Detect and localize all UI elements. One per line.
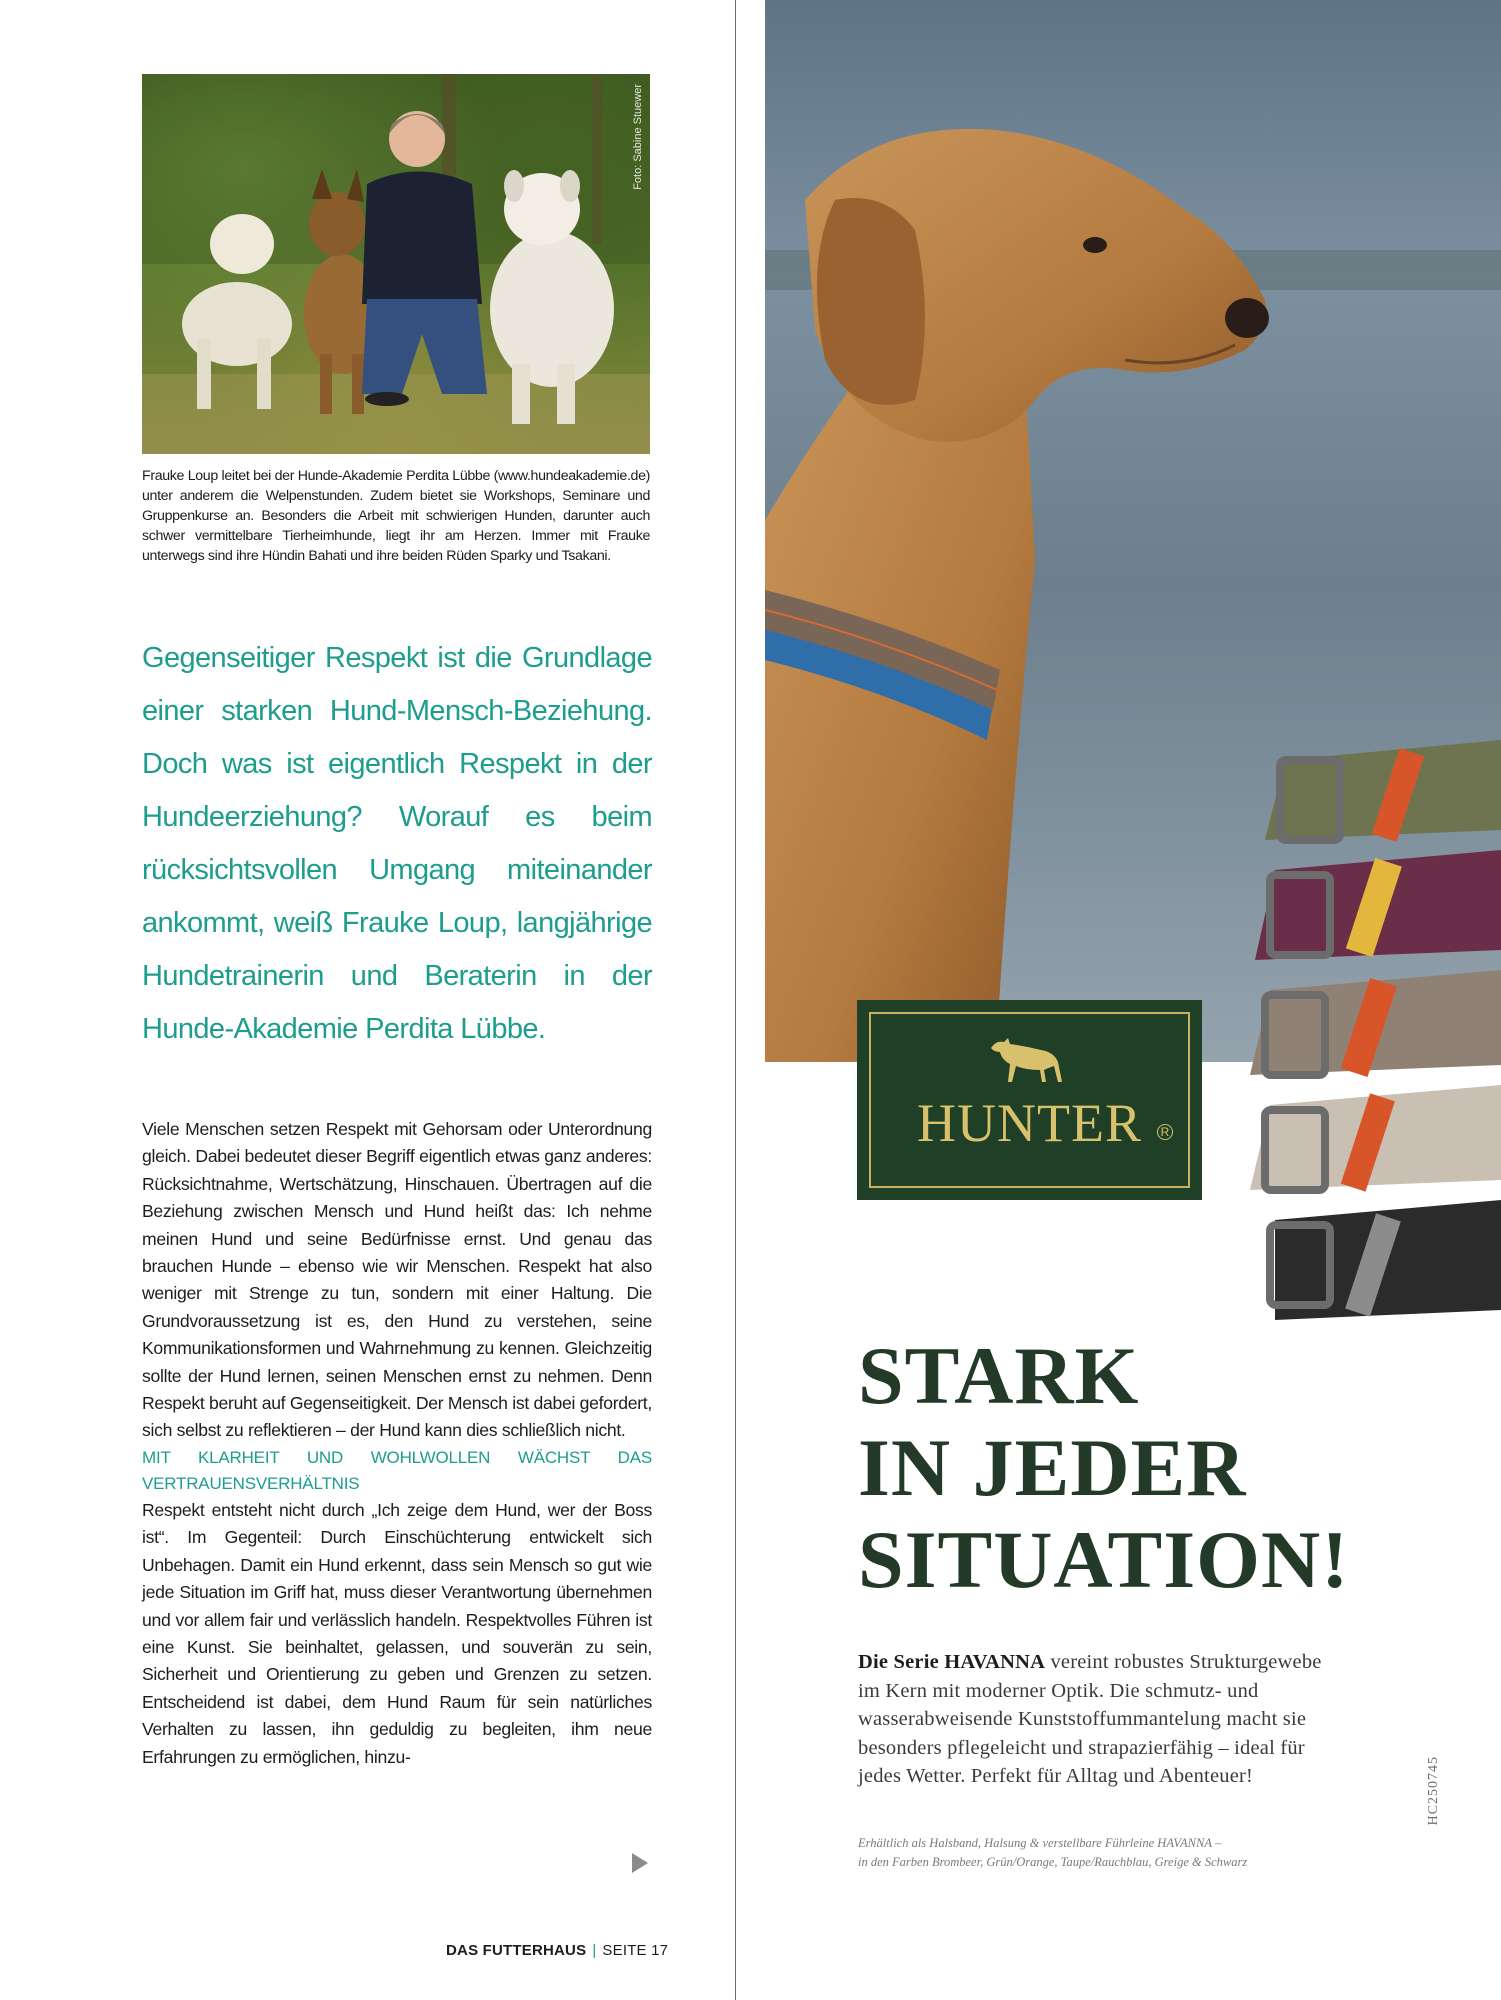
- footer-separator: |: [592, 1942, 597, 1959]
- footer-page-number: SEITE 17: [602, 1942, 669, 1959]
- footer-brand: DAS FUTTERHAUS: [446, 1942, 587, 1959]
- ad-availability-note: [858, 1834, 1358, 1872]
- ad-headline: [858, 1330, 1349, 1606]
- ad-copy-text: vereint robustes Strukturgewebe im Kern mit moderner Optik. Die schmutz- und wasserabweisende Kunststoffummantelung macht sie besonders pflegeleicht und strapazierfähig – ideal für jedes Wetter. Perfekt für Alltag und Abenteuer!: [858, 1651, 1322, 1788]
- ad-series-name: Die Serie HAVANNA: [858, 1651, 1046, 1673]
- photo-illustration: [142, 74, 650, 454]
- continue-arrow-icon: [632, 1853, 648, 1873]
- article-body: [142, 1116, 652, 1771]
- collar-stack-illustration: [1245, 720, 1501, 1340]
- page-footer: [446, 1942, 668, 1959]
- greyhound-icon: [986, 1026, 1066, 1086]
- hunter-wordmark: HUNTER: [917, 1093, 1142, 1153]
- trainer-with-dogs-photo: [142, 74, 650, 454]
- page-gutter-line: [735, 0, 736, 2000]
- article-subheading: MIT KLARHEIT UND WOHLWOLLEN WÄCHST DAS VERTRAUENSVERHÄLTNIS: [142, 1447, 652, 1493]
- photo-caption: Frauke Loup leitet bei der Hunde-Akademie Perdita Lübbe (www.hundeakademie.de) unter anderem die Welpenstunden. Zudem bietet sie Workshops, Seminare und Gruppenkurse an. Besonders die Arbeit mit schwierigen Hunden, darunter auch schwer vermittelbare Tierheimhunde, liegt ihr am Herzen. Immer mit Frauke unterwegs sind ihre Hündin Bahati und ihre beiden Rüden Sparky und Tsakani.: [142, 468, 650, 564]
- article-paragraph-1: Viele Menschen setzen Respekt mit Gehorsam oder Unterordnung gleich. Dabei bedeutet dieser Begriff eigentlich etwas ganz anderes: Rücksichtnahme, Wertschätzung, Hinschauen. Übertragen auf die Beziehung zwischen Mensch und Hund heißt das: Ich nehme meinen Hund und seine Bedürfnisse ernst. Und genau das brauchen Hunde – ebenso wie wir Menschen. Respekt hat also weniger mit Strenge zu tun, sondern mit einer Haltung. Die Grundvoraussetzung ist es, den Hund zu verstehen, seine Kommunikationsformen und Wahrnehmung zu kennen. Gleichzeitig sollte der Hund lernen, seinen Menschen ernst zu nehmen. Denn Respekt beruht auf Gegenseitigkeit. Der Mensch ist dabei gefordert, sich selbst zu reflektieren – der Hund kann dies schließlich nicht.: [142, 1119, 652, 1441]
- registered-mark: R: [1157, 1124, 1173, 1140]
- ad-availability-line-1: Erhältlich als Halsband, Halsung & verstellbare Führleine HAVANNA –: [858, 1836, 1222, 1850]
- ad-body-copy: [858, 1648, 1338, 1791]
- article-intro: Gegenseitiger Respekt ist die Grundlage einer starken Hund-Mensch-Beziehung. Doch was ist eigentlich Respekt in der Hundeerziehung? Worauf es beim rücksichtsvollen Umgang miteinander ankommt, weiß Frauke Loup, langjährige Hundetrainerin und Beraterin in der Hunde-Akademie Perdita Lübbe.: [142, 642, 652, 1045]
- photo-credit: Foto: Sabine Stuewer: [632, 84, 644, 190]
- ad-headline-line-2: IN JEDER: [858, 1422, 1247, 1513]
- hunter-logo: [857, 1000, 1202, 1200]
- ad-headline-line-1: STARK: [858, 1330, 1140, 1421]
- ad-reference-code: HC250745: [1426, 1756, 1441, 1826]
- ad-availability-line-2: in den Farben Brombeer, Grün/Orange, Taupe/Rauchblau, Greige & Schwarz: [858, 1855, 1248, 1869]
- ad-headline-line-3: SITUATION!: [858, 1514, 1350, 1605]
- article-paragraph-2: Respekt entsteht nicht durch „Ich zeige dem Hund, wer der Boss ist“. Im Gegenteil: Durch Einschüchterung entwickelt sich Unbehagen. Damit ein Hund erkennt, dass sein Mensch so gut wie jede Situation im Griff hat, muss dieser Verantwortung übernehmen und vor allem fair und verlässlich handeln. Respektvolles Führen ist eine Kunst. Sie beinhaltet, gelassen, und souverän zu sein, Sicherheit und Orientierung zu geben und Grenzen zu setzen. Entscheidend ist dabei, dem Hund Raum für sein natürliches Verhalten zu lassen, ihn geduldig zu begleiten, ihm neue Erfahrungen zu ermöglichen, hinzu-: [142, 1499, 652, 1767]
